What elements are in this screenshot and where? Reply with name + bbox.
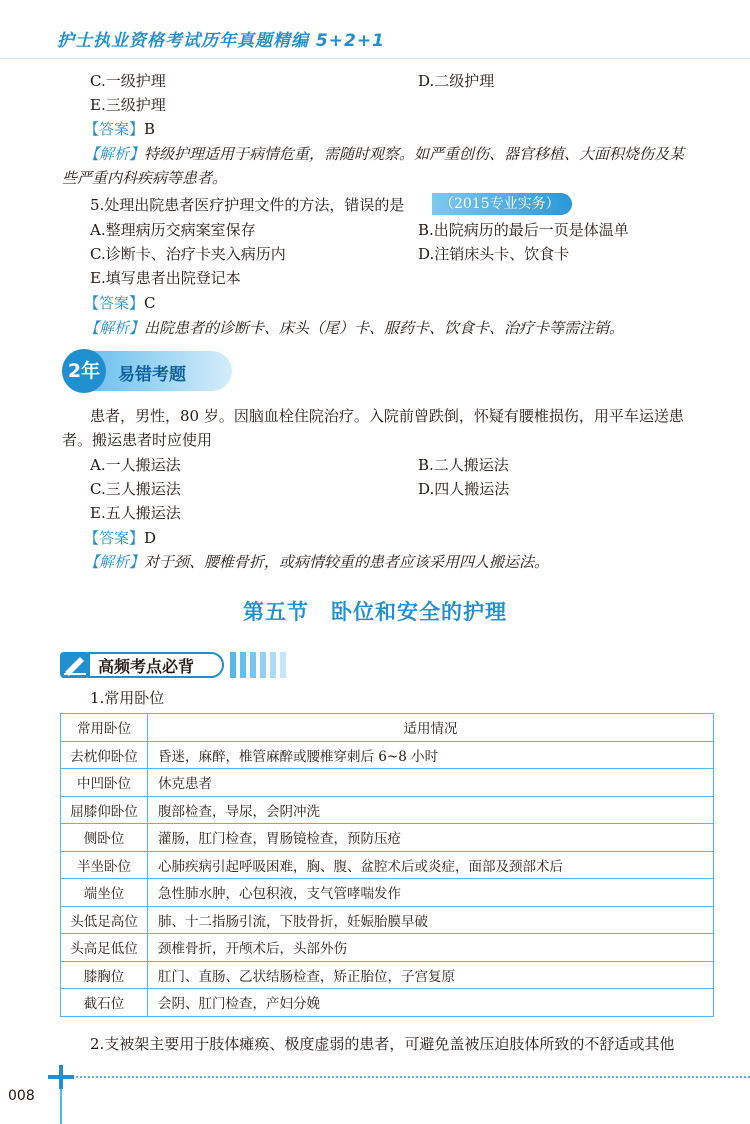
high-freq-label: 高频考点必背: [98, 657, 195, 676]
table-row: [61, 879, 714, 907]
q4-option-d: D.二级护理: [418, 72, 495, 90]
q4-analysis-cont: 些严重内科疾病等患者。: [62, 169, 228, 187]
table-cell-position: 头低足高位: [61, 906, 148, 934]
table-cell-usage: 腹部检查，导尿，会阴冲洗: [148, 796, 714, 824]
table-row: [61, 741, 714, 769]
header-rule: [0, 58, 750, 59]
table-header-row: [61, 714, 714, 742]
table-cell-position: 侧卧位: [61, 824, 148, 852]
qe-answer: [84, 527, 156, 549]
table-cell-usage: 灌肠，肛门检查，胃肠镜检查，预防压疮: [148, 824, 714, 852]
q5-option-c: C.诊断卡、治疗卡夹入病历内: [90, 245, 286, 263]
answer-value: B: [144, 120, 156, 138]
q5-option-d: D.注销床头卡、饮食卡: [418, 245, 570, 263]
table-cell-usage: 昏迷，麻醉，椎管麻醉或腰椎穿刺后 6~8 小时: [148, 741, 714, 769]
q5-stem: 5.处理出院患者医疗护理文件的方法，错误的是: [90, 196, 405, 214]
qe-stem: 患者，男性，80 岁。因脑血栓住院治疗。入院前曾跌倒，怀疑有腰椎损伤，用平车运送患: [90, 407, 684, 425]
table-row: [61, 906, 714, 934]
q4-answer: [84, 118, 155, 140]
table-cell-usage: 会阴、肛门检查，产妇分娩: [148, 989, 714, 1017]
analysis-tag: 【解析】: [84, 553, 145, 571]
analysis-tag: 【解析】: [84, 319, 145, 337]
table-header-position: 常用卧位: [61, 714, 148, 742]
table-row: [61, 824, 714, 852]
q5-option-e: E.填写患者出院登记本: [90, 269, 241, 287]
q4-analysis: [84, 143, 684, 165]
q4-option-c: C.一级护理: [90, 72, 166, 90]
page-number: 008: [8, 1088, 35, 1104]
q5-analysis: [84, 317, 624, 339]
qe-option-c: C.三人搬运法: [90, 480, 181, 498]
qe-analysis: [84, 551, 549, 573]
table-cell-position: 半坐卧位: [61, 851, 148, 879]
q5-option-b: B.出院病历的最后一页是体温单: [418, 221, 629, 239]
answer-tag: 【答案】: [84, 294, 145, 312]
q5-option-a: A.整理病历交病案室保存: [90, 221, 256, 239]
table-cell-position: 截石位: [61, 989, 148, 1017]
running-header: 护士执业资格考试历年真题精编 5+2+1: [57, 31, 385, 51]
analysis-tag: 【解析】: [84, 145, 145, 163]
analysis-text: 出院患者的诊断卡、床头（尾）卡、服药卡、饮食卡、治疗卡等需注销。: [144, 319, 625, 337]
table-header-usage: 适用情况: [148, 714, 714, 742]
qe-stem-cont: 者。搬运患者时应使用: [62, 431, 213, 449]
table-cell-usage: 休克患者: [148, 769, 714, 797]
qe-option-e: E.五人搬运法: [90, 504, 181, 522]
sub2-text: 2.支被架主要用于肢体瘫痪、极度虚弱的患者，可避免盖被压迫肢体所致的不舒适或其他: [90, 1035, 675, 1053]
table-cell-usage: 肛门、直肠、乙状结肠检查，矫正胎位，子宫复原: [148, 961, 714, 989]
position-table: [60, 713, 714, 1017]
analysis-text: 对于颈、腰椎骨折，或病情较重的患者应该采用四人搬运法。: [144, 553, 550, 571]
footer-cross-icon-vertical: [59, 1065, 63, 1089]
table-row: [61, 769, 714, 797]
table-row: [61, 796, 714, 824]
analysis-text: 特级护理适用于病情危重，需随时观察。如严重创伤、器官移植、大面积烧伤及某: [144, 145, 685, 163]
table-cell-position: 膝胸位: [61, 961, 148, 989]
table-row: [61, 989, 714, 1017]
section-title: 第五节 卧位和安全的护理: [243, 600, 507, 624]
q5-year-tag: （2015专业实务）: [432, 193, 572, 215]
table-row: [61, 961, 714, 989]
table-row: [61, 851, 714, 879]
table-cell-usage: 急性肺水肿，心包积液，支气管哮喘发作: [148, 879, 714, 907]
q4-option-e: E.三级护理: [90, 96, 166, 114]
qe-option-a: A.一人搬运法: [90, 456, 181, 474]
qe-option-d: D.四人搬运法: [418, 480, 510, 498]
table-cell-position: 屈膝仰卧位: [61, 796, 148, 824]
table-cell-usage: 肺、十二指肠引流，下肢骨折，妊娠胎膜早破: [148, 906, 714, 934]
table-cell-position: 中凹卧位: [61, 769, 148, 797]
q5-answer: [84, 292, 156, 314]
year-badge: 2年: [62, 349, 106, 393]
error-section-title: 易错考题: [118, 365, 186, 385]
sub1-title: 1.常用卧位: [90, 689, 165, 707]
table-cell-usage: 心肺疾病引起呼吸困难，胸、腹、盆腔术后或炎症，面部及颈部术后: [148, 851, 714, 879]
footer-dotted-rule: [60, 1076, 750, 1078]
table-cell-position: 去枕仰卧位: [61, 741, 148, 769]
answer-value: C: [144, 294, 156, 312]
qe-option-b: B.二人搬运法: [418, 456, 509, 474]
table-cell-usage: 颈椎骨折，开颅术后，头部外伤: [148, 934, 714, 962]
table-row: [61, 934, 714, 962]
pencil-book-icon: [60, 652, 90, 678]
table-cell-position: 端坐位: [61, 879, 148, 907]
answer-tag: 【答案】: [84, 529, 145, 547]
pencil-book-icon-svg: [60, 652, 90, 678]
answer-tag: 【答案】: [84, 120, 145, 138]
answer-value: D: [144, 529, 157, 547]
table-cell-position: 头高足低位: [61, 934, 148, 962]
